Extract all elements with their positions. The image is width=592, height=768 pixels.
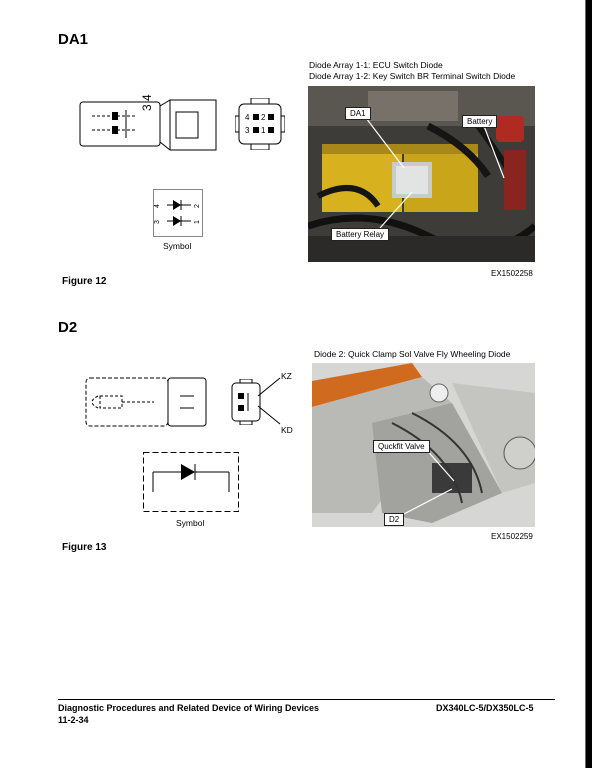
footer-page-number: 11-2-34: [58, 715, 89, 725]
da1-symbol-pin-1: 1: [194, 220, 201, 224]
callout-battery-relay: Battery Relay: [331, 228, 389, 241]
wire-label-kd: KD: [281, 425, 293, 435]
da1-side-pin-labels: 3 4: [140, 94, 154, 111]
page-edge-line: [585, 0, 586, 768]
figure-13-label: Figure 13: [62, 542, 107, 553]
figure-12-label: Figure 12: [62, 276, 107, 287]
callout-d2: D2: [384, 513, 404, 526]
da1-engine-bay-photo: [308, 86, 535, 262]
da1-pin-2: 2: [261, 113, 266, 122]
section-heading-da1: DA1: [58, 31, 89, 48]
footer-title: Diagnostic Procedures and Related Device of Wiring Devices: [58, 703, 319, 713]
da1-pin-4: 4: [245, 113, 250, 122]
callout-quckfit-valve: Quckfit Valve: [373, 440, 430, 453]
da1-diode-symbol: [153, 189, 203, 237]
da1-symbol-pin-2: 2: [194, 204, 201, 208]
da1-pin-3: 3: [245, 126, 250, 135]
footer-model: DX340LC-5/DX350LC-5: [436, 703, 534, 713]
section-heading-d2: D2: [58, 319, 78, 336]
d2-symbol-label: Symbol: [176, 518, 205, 528]
da1-connector-front-drawing: [235, 98, 285, 150]
da1-pin-1: 1: [261, 126, 266, 135]
da1-caption-line1: Diode Array 1-1: ECU Switch Diode: [309, 60, 443, 70]
d2-frame-photo: [312, 363, 535, 527]
da1-symbol-pin-4: 4: [154, 204, 161, 208]
footer-rule: [58, 699, 555, 700]
d2-diode-symbol: [143, 452, 239, 512]
da1-photo-code: EX1502258: [491, 269, 533, 278]
da1-symbol-label: Symbol: [163, 241, 192, 251]
callout-da1: DA1: [345, 107, 371, 120]
da1-symbol-pin-3: 3: [154, 220, 161, 224]
d2-caption: Diode 2: Quick Clamp Sol Valve Fly Wheeling Diode: [314, 349, 511, 359]
d2-connector-side-drawing: [84, 374, 210, 432]
d2-photo-code: EX1502259: [491, 532, 533, 541]
da1-caption-line2: Diode Array 1-2: Key Switch BR Terminal Switch Diode: [309, 71, 516, 81]
wire-label-kz: KZ: [281, 371, 292, 381]
d2-wire-leaders: [256, 372, 284, 430]
callout-battery: Battery: [462, 115, 497, 128]
